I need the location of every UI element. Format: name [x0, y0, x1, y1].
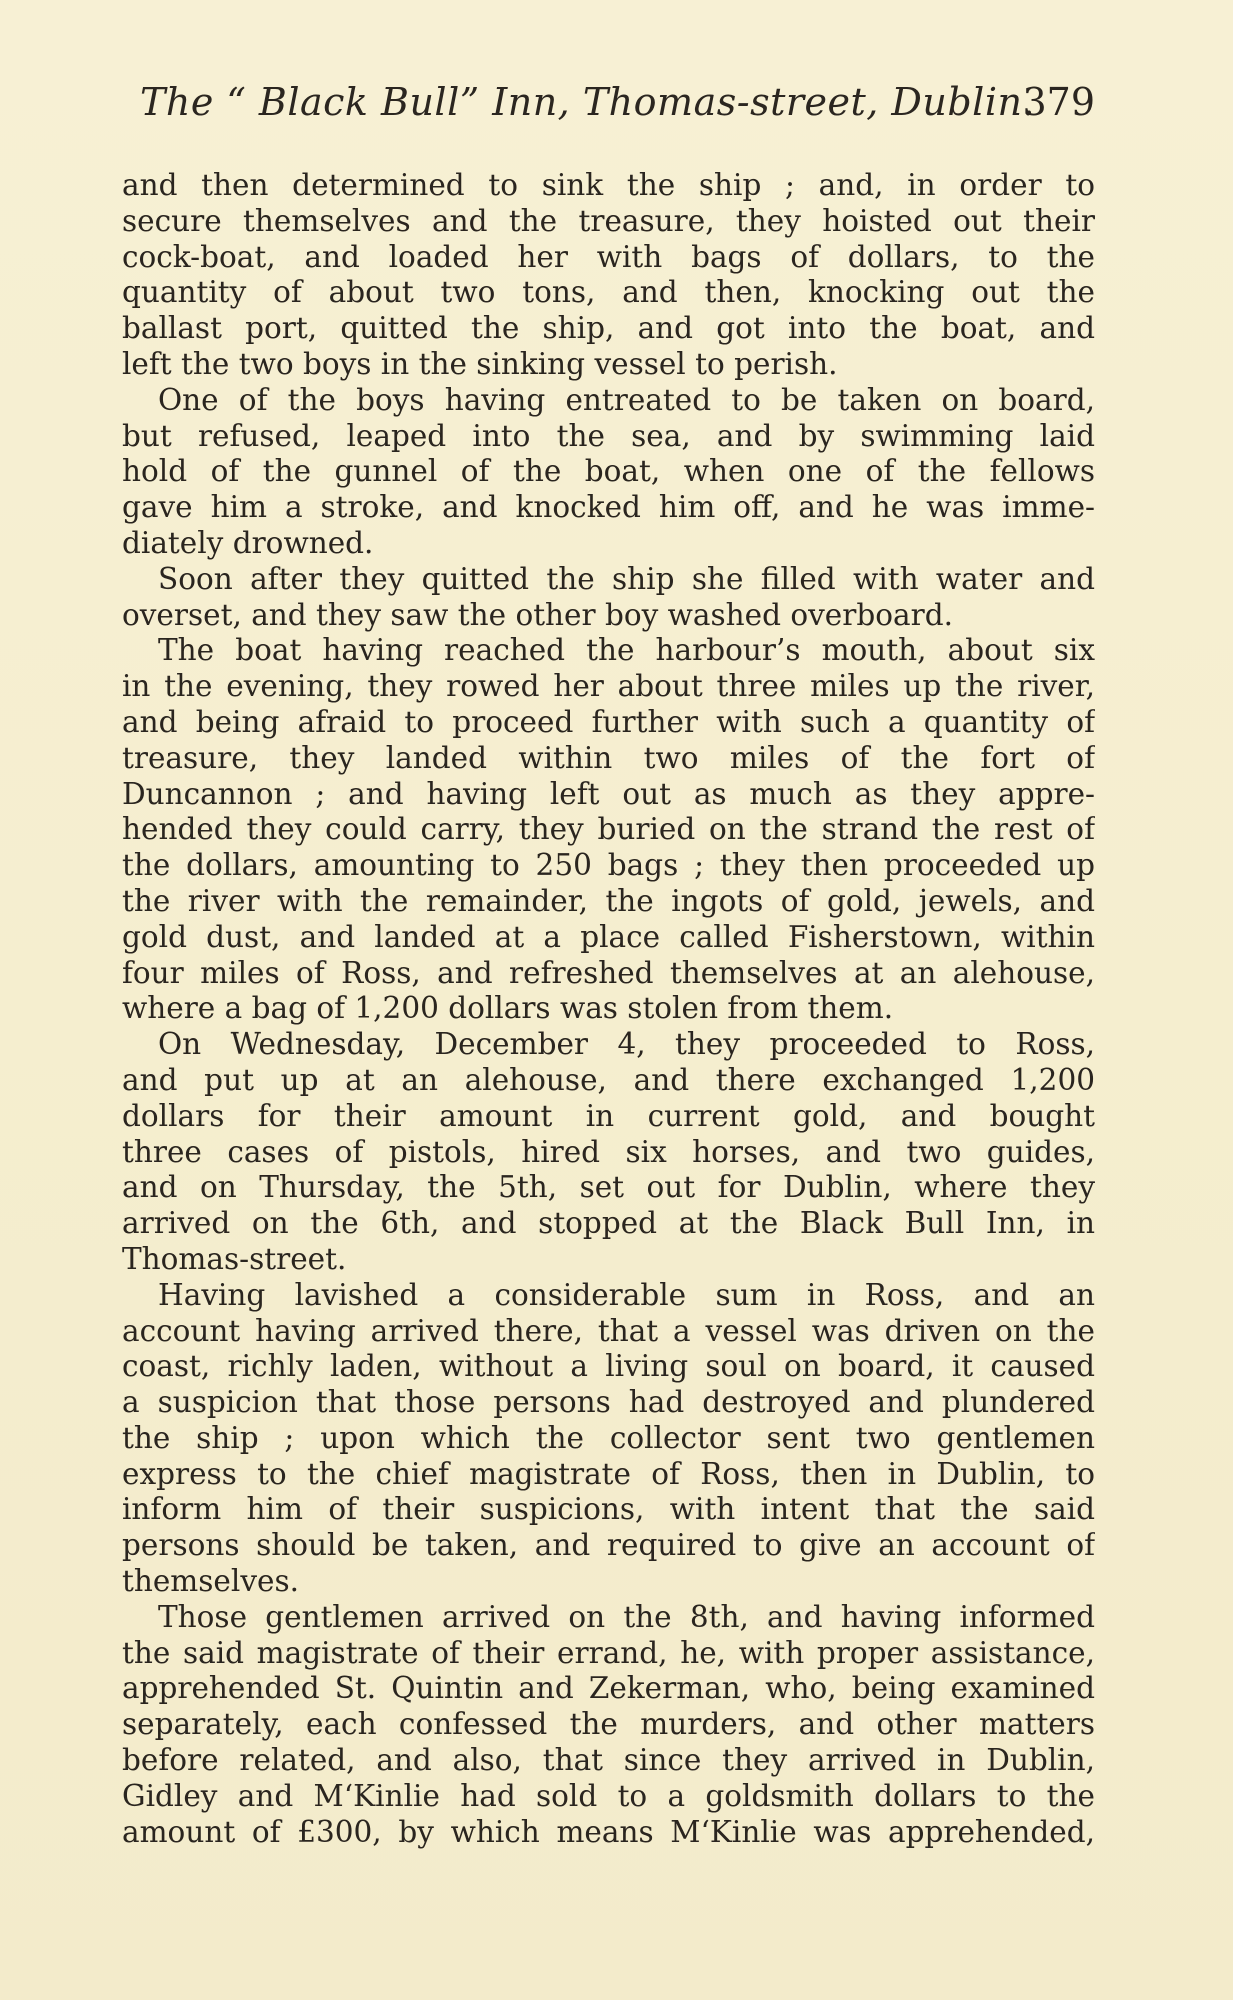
page-number: 379 [1022, 80, 1095, 124]
text-line: inform him of their suspicions, with intent that the said [122, 1492, 1095, 1527]
text-line: The boat having reached the harbour’s mouth, about six [158, 633, 1095, 668]
text-line: three cases of pistols, hired six horses, and two guides, [122, 1134, 1095, 1169]
body-text [122, 168, 1095, 1850]
text-line: Gidley and M‘Kinlie had sold to a goldsmith dollars to the [122, 1778, 1095, 1813]
text-line: gold dust, and landed at a place called Fisherstown, within [122, 919, 1095, 954]
text-line: amount of £300, by which means M‘Kinlie was apprehended, [122, 1814, 1095, 1849]
text-line: and put up at an alehouse, and there exchanged 1,200 [122, 1062, 1095, 1097]
text-line: Those gentlemen arrived on the 8th, and having informed [158, 1599, 1095, 1634]
text-line: cock-boat, and loaded her with bags of dollars, to the [122, 239, 1095, 274]
text-line: where a bag of 1,200 dollars was stolen from them. [122, 991, 894, 1026]
text-line: arrived on the 6th, and stopped at the Black Bull Inn, in [122, 1206, 1095, 1241]
text-line: secure themselves and the treasure, they hoisted out their [122, 203, 1095, 238]
text-line: diately drowned. [122, 525, 374, 560]
text-line: account having arrived there, that a vessel was driven on the [122, 1313, 1095, 1348]
text-line: and being afraid to proceed further with such a quantity of [122, 704, 1095, 739]
text-line: overset, and they saw the other boy washed overboard. [122, 597, 953, 632]
text-line: the river with the remainder, the ingots of gold, jewels, and [122, 883, 1095, 918]
text-line: gave him a stroke, and knocked him off, and he was imme- [122, 490, 1095, 525]
running-head [140, 72, 1095, 142]
text-line: Soon after they quitted the ship she filled with water and [158, 561, 1095, 596]
text-line: the said magistrate of their errand, he, with proper assistance, [122, 1635, 1095, 1670]
text-line: and then determined to sink the ship ; and, in order to [122, 168, 1095, 202]
text-line: Having lavished a considerable sum in Ross, and an [158, 1277, 1095, 1312]
text-line: dollars for their amount in current gold, and bought [122, 1098, 1095, 1133]
text-line: hold of the gunnel of the boat, when one of the fellows [122, 454, 1095, 489]
text-line: the ship ; upon which the collector sent two gentlemen [122, 1420, 1095, 1455]
text-line: Thomas-street. [122, 1241, 347, 1276]
text-line: themselves. [122, 1564, 299, 1599]
running-head-title: The “ Black Bull” Inn, Thomas-street, Dublin. [140, 80, 1036, 124]
text-line: and on Thursday, the 5th, set out for Dublin, where they [122, 1170, 1095, 1205]
text-line: hended they could carry, they buried on the strand the rest of [122, 812, 1095, 847]
text-line: four miles of Ross, and refreshed themselves at an alehouse, [122, 955, 1095, 990]
text-line: ballast port, quitted the ship, and got into the boat, and [122, 311, 1095, 346]
text-line: in the evening, they rowed her about three miles up the river, [122, 669, 1095, 704]
text-line: express to the chief magistrate of Ross, then in Dublin, to [122, 1456, 1095, 1491]
text-line: On Wednesday, December 4, they proceeded to Ross, [158, 1027, 1095, 1062]
text-line: Duncannon ; and having left out as much as they appre- [122, 776, 1095, 811]
text-line: One of the boys having entreated to be taken on board, [158, 382, 1095, 417]
text-line: the dollars, amounting to 250 bags ; they then proceeded up [122, 848, 1095, 883]
text-line: but refused, leaped into the sea, and by swimming laid [122, 418, 1095, 453]
text-line: before related, and also, that since they arrived in Dublin, [122, 1743, 1095, 1778]
text-line: left the two boys in the sinking vessel to perish. [122, 346, 838, 381]
text-line: quantity of about two tons, and then, knocking out the [122, 275, 1095, 310]
text-line: apprehended St. Quintin and Zekerman, who, being examined [122, 1671, 1095, 1706]
text-line: separately, each confessed the murders, and other matters [122, 1707, 1095, 1742]
text-line: coast, richly laden, without a living soul on board, it caused [122, 1349, 1095, 1384]
text-line: treasure, they landed within two miles of the fort of [122, 740, 1095, 775]
text-line: a suspicion that those persons had destroyed and plundered [122, 1385, 1095, 1420]
text-line: persons should be taken, and required to give an account of [122, 1528, 1095, 1563]
